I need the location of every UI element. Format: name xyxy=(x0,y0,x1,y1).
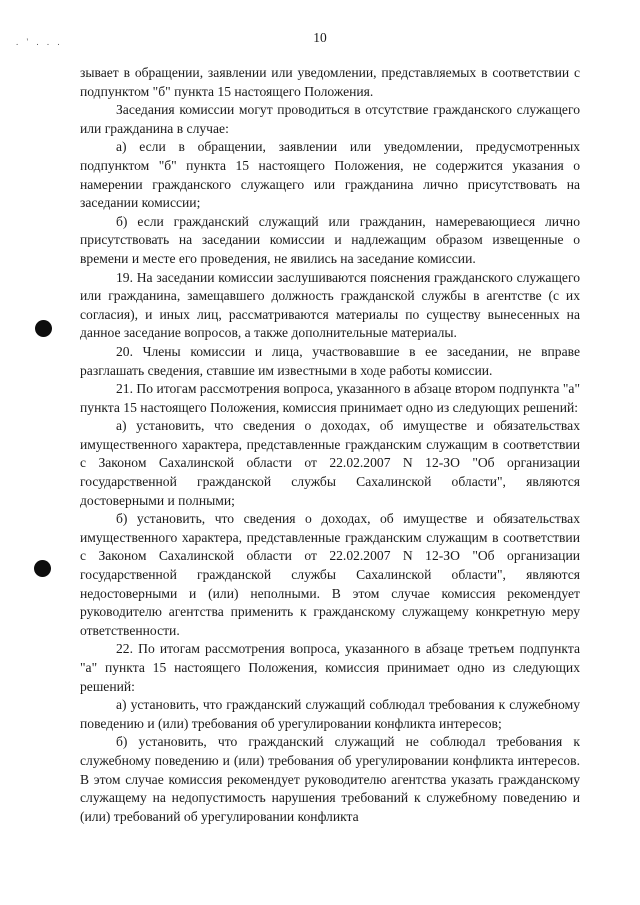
paragraph: Заседания комиссии могут проводиться в отсутствие гражданского служащего или гражданина в случае: xyxy=(80,102,580,136)
paragraph: а) установить, что гражданский служащий соблюдал требования к служебному поведению и (или) требования об урегулировании конфликта интересов; xyxy=(80,697,580,731)
page-number: 10 xyxy=(313,30,327,45)
paragraph: б) установить, что сведения о доходах, об имуществе и обязательствах имущественного характера, представленные гражданским служащим в соответствии с Законом Сахалинской области от 22.02.2007 N 12-ЗО "Об организации государственной гражданской службы Сахалинской области", являются недостоверными и (или) неполными. В этом случае комиссия рекомендует руководителю агентства применить к гражданскому служащему конкретную меру ответственности. xyxy=(80,511,580,638)
paragraph: зывает в обращении, заявлении или уведомлении, представляемых в соответствии с подпунктом "б" пункта 15 настоящего Положения. xyxy=(80,65,580,99)
punch-hole xyxy=(34,560,51,577)
paragraph: 19. На заседании комиссии заслушиваются пояснения гражданского служащего или гражданина, замещавшего должность гражданской службы в агентстве (с их согласия), и иных лиц, рассматриваются материалы по существу вынесенных на данное заседание вопросов, а также дополнительные материалы. xyxy=(80,269,580,341)
paragraph: а) установить, что сведения о доходах, об имуществе и обязательствах имущественного характера, представленные гражданским служащим в соответствии с Законом Сахалинской области от 22.02.2007 N 12-ЗО "Об организации государственной гражданской службы Сахалинской области", являются достоверными и полными; xyxy=(80,418,580,508)
paragraph: 21. По итогам рассмотрения вопроса, указанного в абзаце втором подпункта "а" пункта 15 настоящего Положения, комиссия принимает одно из следующих решений: xyxy=(80,381,580,415)
punch-hole xyxy=(35,320,52,337)
paragraph: б) если гражданский служащий или гражданин, намеревающиеся лично присутствовать на заседании комиссии и надлежащим образом извещенные о времени и месте его проведения, не явились на заседание комиссии. xyxy=(80,213,580,266)
document-body xyxy=(80,64,580,826)
paragraph: 20. Члены комиссии и лица, участвовавшие в ее заседании, не вправе разглашать сведения, ставшие им известными в ходе работы комиссии. xyxy=(80,343,580,378)
paragraph: 22. По итогам рассмотрения вопроса, указанного в абзаце третьем подпункта "а" пункта 15 настоящего Положения, комиссия принимает одно из следующих решений: xyxy=(80,641,580,694)
paragraph: а) если в обращении, заявлении или уведомлении, предусмотренных подпунктом "б" пункта 15 настоящего Положения, не содержится указания о намерении гражданского служащего или гражданина лично присутствовать на заседании комиссии; xyxy=(80,139,580,211)
scan-specks: . ' . . . xyxy=(16,37,63,47)
paragraph: б) установить, что гражданский служащий не соблюдал требования к служебному поведению и (или) требования об урегулировании конфликта интересов. В этом случае комиссия рекомендует руководителю агентства указать гражданскому служащему на недопустимость нарушения требований к служебному поведению и (или) требований об урегулировании конфликта xyxy=(80,734,580,824)
